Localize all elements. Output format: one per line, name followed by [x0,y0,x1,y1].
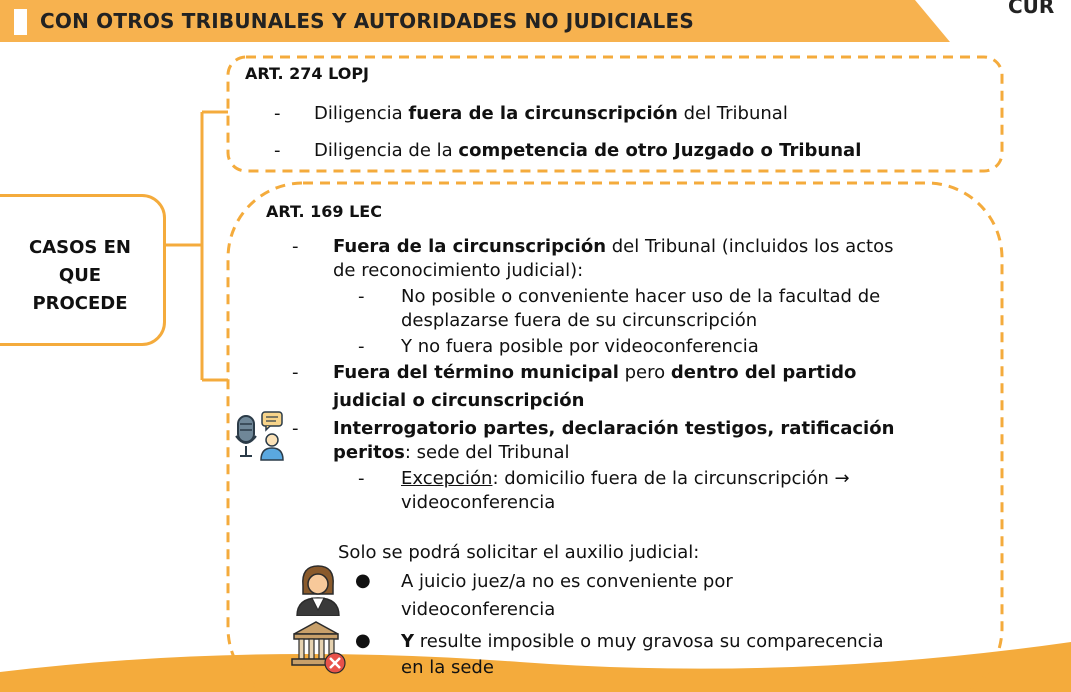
casos-line-2: QUE [58,265,102,286]
auxilio-bullet-2: ● [355,630,371,651]
auxilio-item-2-line-1 [401,630,884,654]
lopj-item-1 [314,102,788,126]
lec-sub-dash-2: - [358,336,365,357]
lec-item-3-rest: : sede del Tribunal [404,442,570,463]
lopj-dash-1: - [274,103,281,124]
lec-item-3-bold-2: peritos [333,442,405,463]
casos-line-3: PROCEDE [32,293,128,314]
auxilio-bullet-1: ● [355,570,371,591]
lopj-item-2-pre: Diligencia de la [314,140,459,161]
lec-item-2-mid: pero [618,362,671,383]
lec-item-2-bold-2: dentro del partido [670,362,857,383]
judge-icon [293,562,343,616]
auxilio-item-1-line-2: videoconferencia [401,599,556,620]
courthouse-cancel-icon [290,618,348,676]
lopj-title: ART. 274 LOPJ [245,64,369,83]
lec-sub-1-line-2: desplazarse fuera de su circunscripción [401,310,758,331]
lec-dash-3: - [292,418,299,439]
corner-text: CUR [1008,0,1055,18]
auxilio-intro: Solo se podrá solicitar el auxilio judicial: [338,542,700,563]
bracket-connector [166,112,228,380]
lec-item-1-bold: Fuera de la circunscripción [333,236,607,257]
lec-item-1-rest: del Tribunal (incluidos los actos [606,236,894,257]
lec-exception-line-2: videoconferencia [401,492,556,513]
lopj-item-1-bold: fuera de la circunscripción [408,103,678,124]
lec-item-3-line-1: Interrogatorio partes, declaración testigos, ratificación [333,418,895,439]
header-title: CON OTROS TRIBUNALES Y AUTORIDADES NO JUDICIALES [40,9,694,33]
auxilio-item-2-rest: resulte imposible o muy gravosa su comparecencia [414,631,884,652]
auxilio-item-2-line-2: en la sede [401,657,494,678]
lec-sub-dash-1: - [358,286,365,307]
lec-sub-2: Y no fuera posible por videoconferencia [401,336,759,357]
lec-exception-rest: : domicilio fuera de la circunscripción → [492,468,850,489]
lec-item-2-line-2: judicial o circunscripción [333,390,585,411]
lec-exception-label: Excepción [401,468,493,489]
lopj-item-2 [314,139,861,163]
lec-exception-line-1 [401,467,850,491]
lopj-dash-2: - [274,140,281,161]
lec-sub-1-line-1: No posible o conveniente hacer uso de la facultad de [401,286,881,307]
lec-dash-2: - [292,362,299,383]
auxilio-item-2-bold: Y [401,631,415,652]
lec-sub-dash-3: - [358,468,365,489]
microphone-chat-person-icon [234,410,290,464]
casos-label [0,234,160,318]
lec-item-2-bold-1: Fuera del término municipal [333,362,619,383]
auxilio-item-1-line-1: A juicio juez/a no es conveniente por [401,571,733,592]
lec-item-1-line-2: de reconocimiento judicial): [333,260,584,281]
lec-title: ART. 169 LEC [266,202,382,221]
lopj-item-2-bold: competencia de otro Juzgado o Tribunal [458,140,862,161]
lec-dash-1: - [292,236,299,257]
lopj-item-1-post: del Tribunal [677,103,788,124]
lec-item-2-line-1 [333,361,856,385]
lec-item-3-line-2 [333,441,570,465]
lec-item-1-line-1 [333,235,893,259]
casos-line-1: CASOS EN [29,237,131,258]
lopj-item-1-pre: Diligencia [314,103,409,124]
